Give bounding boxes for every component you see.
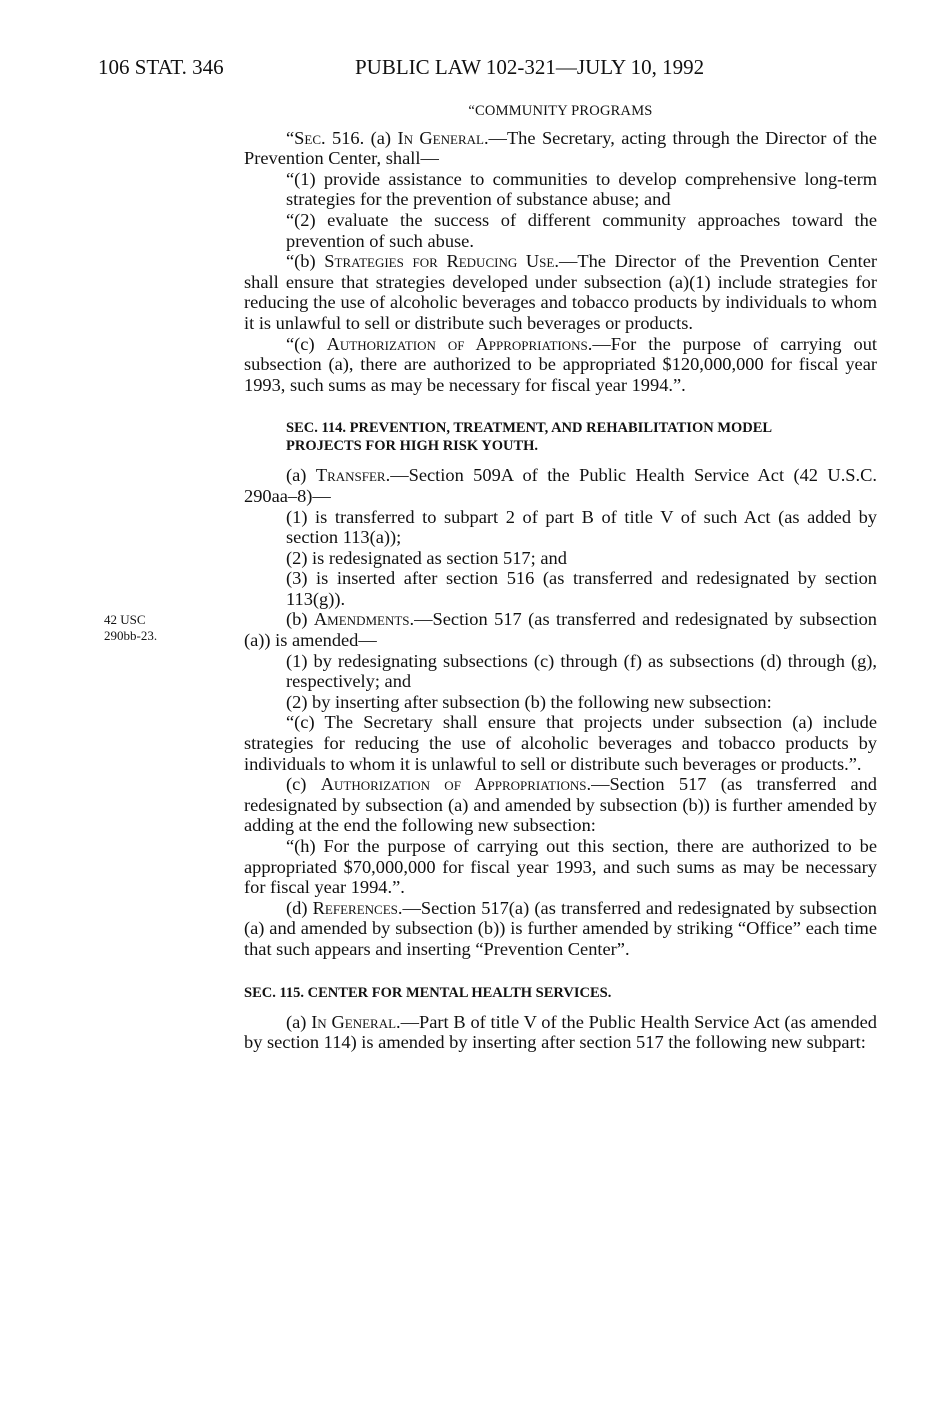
text-run: In General — [311, 1011, 397, 1032]
text-run: .—Section 517 (as transferred and redesignated by subsection (a) and amended by subsection (b)) is further amended by adding at the end the following new subsection: — [244, 774, 877, 836]
text-run: .—The Secretary, acting through the Director of the Prevention Center, shall— — [244, 127, 877, 169]
paragraph — [244, 898, 877, 960]
public-law-title: PUBLIC LAW 102-321—JULY 10, 1992 — [355, 55, 705, 79]
text-run: (c) — [286, 774, 321, 795]
text-run: .—Part B of title V of the Public Health Service Act (as amended by section 114) is amended by inserting after section 517 the following new subpart: — [244, 1011, 877, 1053]
paragraph: “(c) The Secretary shall ensure that projects under subsection (a) include strategies for reducing the use of alcoholic beverages and tobacco products by individuals to whom it is unlawful to sell or distribute such beverages or products.”. — [244, 712, 877, 774]
text-run: In General — [397, 127, 484, 148]
text-run: “Sec — [286, 127, 322, 148]
paragraph — [244, 465, 877, 506]
paragraph — [244, 1012, 877, 1053]
text-run: References — [312, 897, 398, 918]
paragraph — [244, 251, 877, 333]
text-run: .—For the purpose of carrying out subsection (a), there are authorized to be appropriated $120,000,000 for fiscal year 1993, such sums as may be necessary for fiscal year 1994.”. — [244, 333, 878, 395]
paragraph: (1) is transferred to subpart 2 of part B of title V of such Act (as added by section 113(a)); — [286, 506, 877, 548]
paragraph — [244, 609, 877, 650]
text-run: Authorization of Appropriations — [320, 774, 587, 795]
text-run: “(b) — [286, 251, 325, 272]
section-115-heading: SEC. 115. CENTER FOR MENTAL HEALTH SERVICES. — [244, 984, 612, 1001]
paragraph — [244, 774, 877, 836]
text-run: .—Section 517 (as transferred and redesignated by subsection (a)) is amended— — [244, 609, 878, 651]
text-run: (a) — [286, 465, 316, 486]
paragraph: “(2) evaluate the success of different community approaches toward the prevention of such abuse. — [286, 209, 877, 251]
text-run: Authorization of Appropriations — [326, 333, 588, 354]
paragraph: “(1) provide assistance to communities to develop comprehensive long-term strategies for the prevention of substance abuse; and — [286, 168, 877, 210]
paragraph: (2) is redesignated as section 517; and — [286, 547, 567, 568]
text-run: .—Section 509A of the Public Health Service Act (42 U.S.C. 290aa–8)— — [244, 465, 877, 506]
paragraph: “(h) For the purpose of carrying out this section, there are authorized to be appropriated $70,000,000 for fiscal year 1993, and such sums as may be necessary for fiscal year 1994.”. — [244, 836, 877, 898]
paragraph: (1) by redesignating subsections (c) through (f) as subsections (d) through (g), respectively; and — [286, 650, 877, 692]
section-114-heading — [244, 419, 877, 455]
heading-line: SEC. 114. PREVENTION, TREATMENT, AND REHABILITATION MODEL — [286, 420, 773, 437]
text-run: .—Section 517(a) (as transferred and redesignated by subsection (a) and amended by subsection (b)) is further amended by striking “Office” each time that such appears and inserting “Prevention Center”. — [244, 897, 877, 959]
text-run: “(c) — [286, 333, 327, 354]
heading-line: PROJECTS FOR HIGH RISK YOUTH. — [286, 438, 539, 455]
page-header — [98, 55, 878, 85]
margin-citation-line: 290bb-23. — [104, 628, 158, 643]
text-run: Transfer — [315, 465, 386, 486]
text-run: (d) — [286, 897, 313, 918]
margin-citation — [104, 612, 224, 644]
community-programs-heading: “COMMUNITY PROGRAMS — [468, 103, 653, 119]
text-run: (b) — [286, 609, 314, 630]
document-body — [244, 101, 877, 1053]
text-run: Strategies for Reducing Use — [324, 251, 555, 272]
margin-citation-line: 42 USC — [104, 612, 146, 627]
paragraph — [244, 334, 877, 396]
paragraph — [244, 128, 877, 169]
text-run: .—The Director of the Prevention Center shall ensure that strategies developed under subsection (a)(1) include strategies for reducing the use of alcoholic beverages and tobacco products by individuals to whom it is unlawful to sell or distribute such beverages or products. — [244, 251, 877, 333]
text-run: (a) — [286, 1011, 312, 1032]
statute-page-number: 106 STAT. 346 — [98, 55, 224, 79]
text-run: . 516. (a) — [321, 127, 398, 148]
text-run: Amendments — [313, 609, 410, 630]
paragraph: (3) is inserted after section 516 (as transferred and redesignated by section 113(g)). — [286, 568, 877, 609]
paragraph: (2) by inserting after subsection (b) the following new subsection: — [286, 691, 772, 712]
